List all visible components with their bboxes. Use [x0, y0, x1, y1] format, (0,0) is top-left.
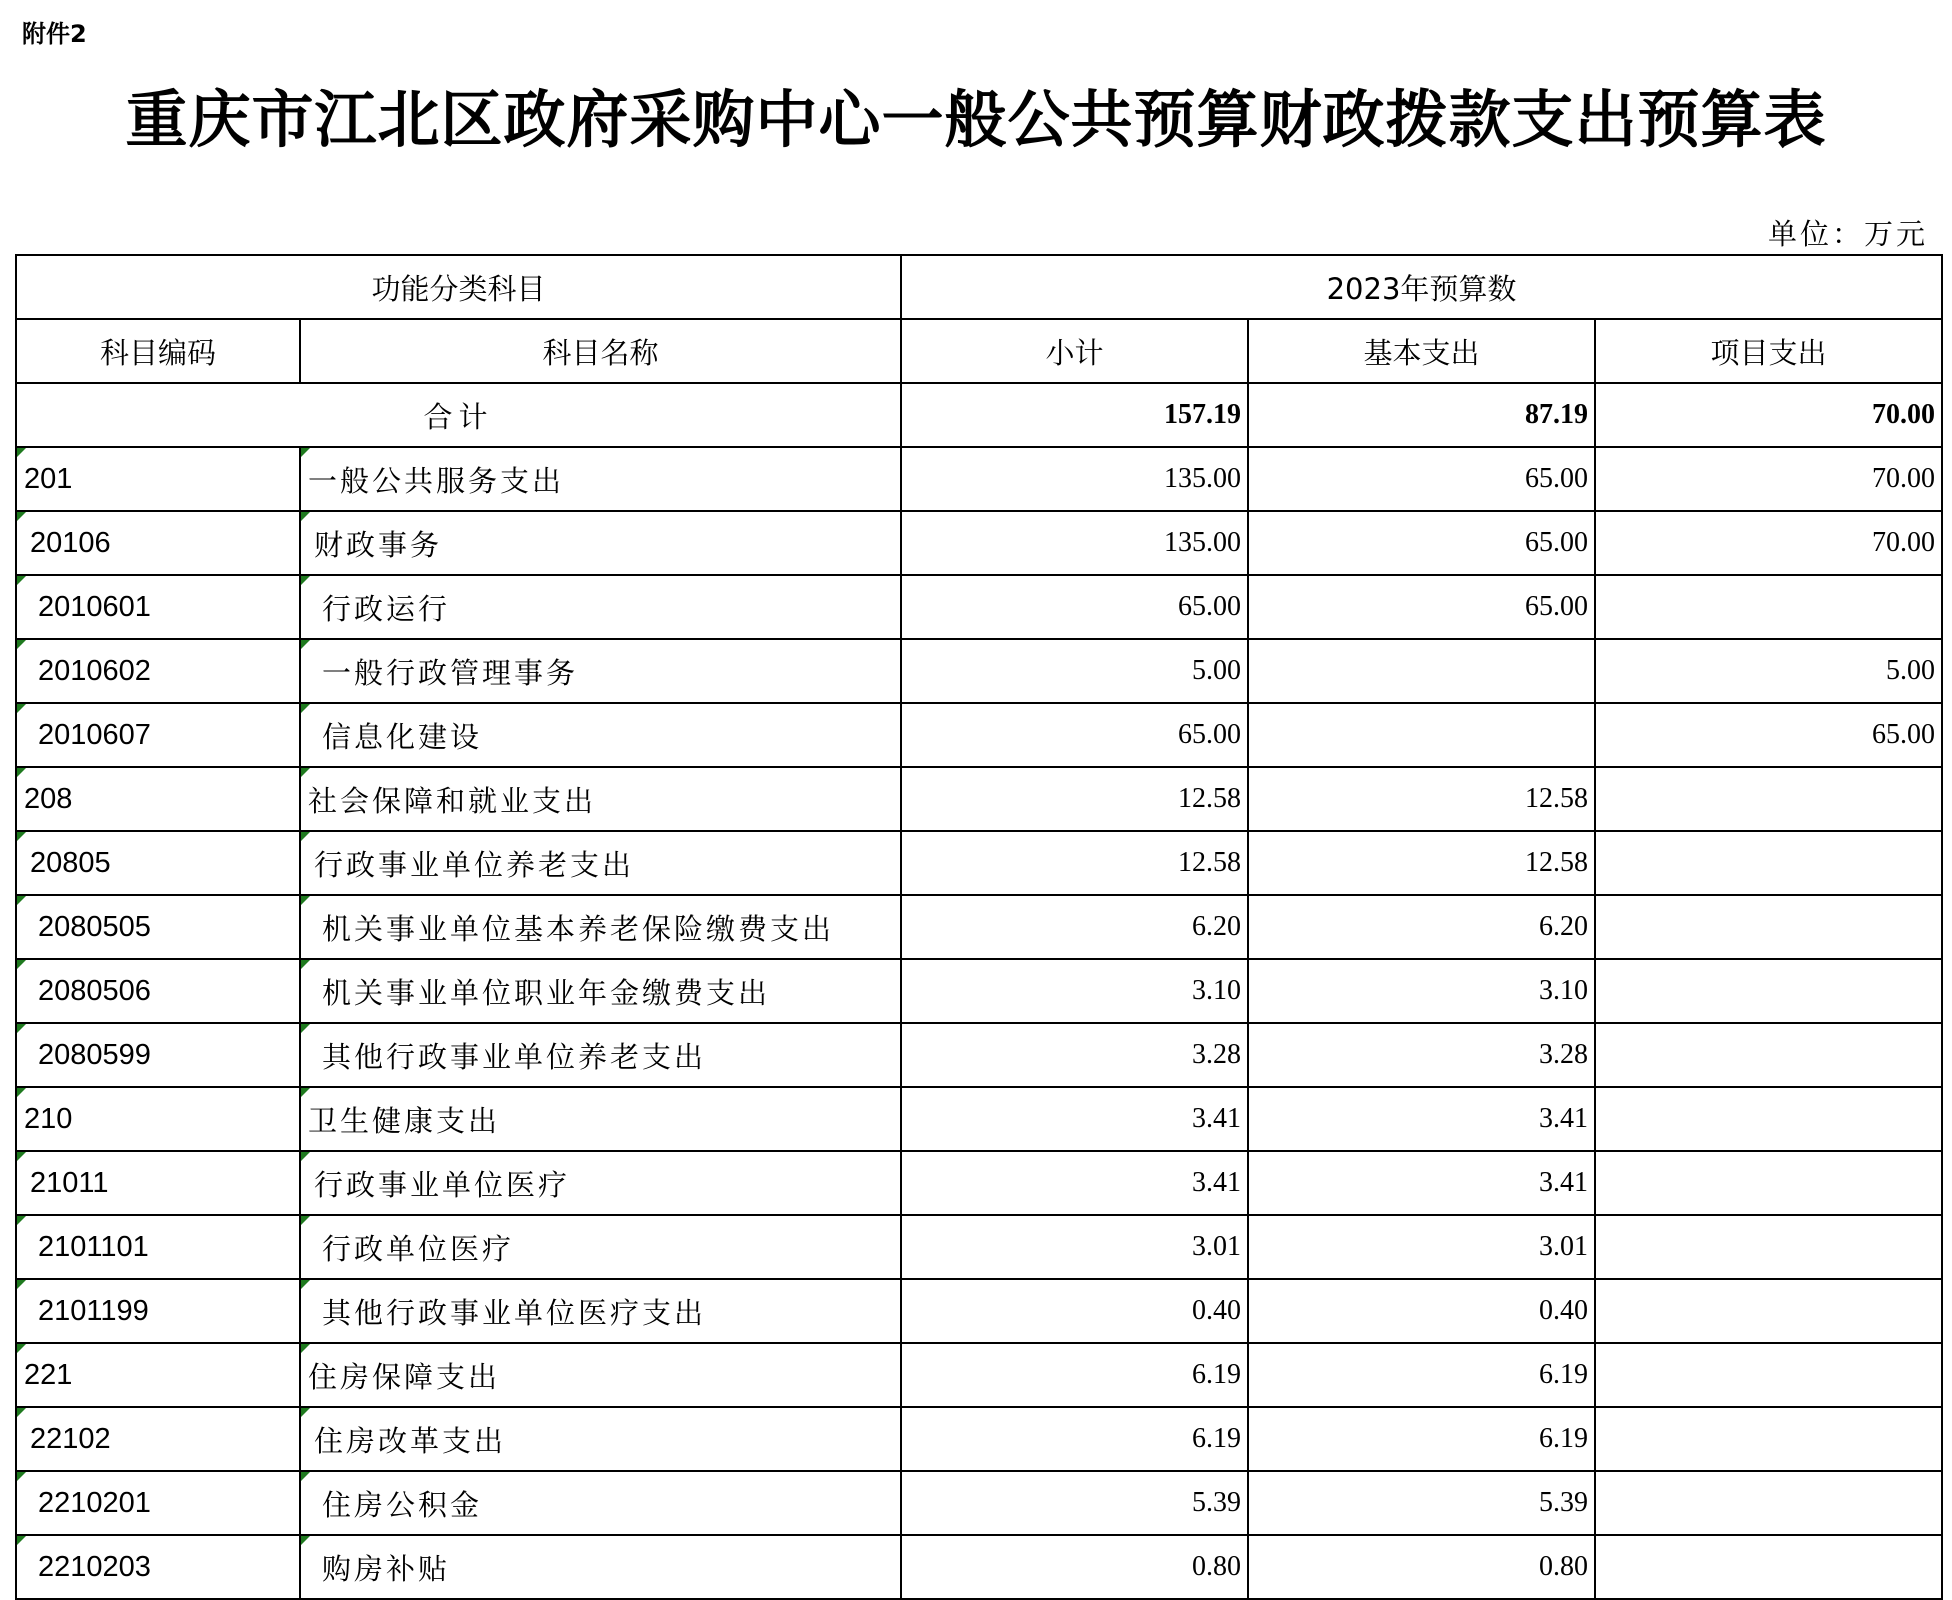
row-basic: 6.20	[1248, 895, 1595, 959]
row-subtotal: 12.58	[901, 831, 1248, 895]
row-subtotal: 3.01	[901, 1215, 1248, 1279]
row-code: 2101199	[16, 1279, 300, 1343]
table-row	[16, 1215, 1942, 1279]
row-subtotal: 135.00	[901, 447, 1248, 511]
row-name: 行政单位医疗	[300, 1215, 901, 1279]
row-code: 20106	[16, 511, 300, 575]
row-subtotal: 65.00	[901, 575, 1248, 639]
row-project: 70.00	[1595, 511, 1942, 575]
row-project: 5.00	[1595, 639, 1942, 703]
total-basic: 87.19	[1248, 383, 1595, 447]
row-project	[1595, 1407, 1942, 1471]
row-basic: 3.28	[1248, 1023, 1595, 1087]
total-label: 合计	[16, 383, 901, 447]
row-code: 21011	[16, 1151, 300, 1215]
table-row	[16, 575, 1942, 639]
row-basic: 6.19	[1248, 1343, 1595, 1407]
row-code: 208	[16, 767, 300, 831]
row-project	[1595, 767, 1942, 831]
row-project	[1595, 831, 1942, 895]
row-code: 2080506	[16, 959, 300, 1023]
header-row-group	[16, 255, 1942, 319]
row-basic	[1248, 639, 1595, 703]
row-subtotal: 12.58	[901, 767, 1248, 831]
row-subtotal: 135.00	[901, 511, 1248, 575]
row-code: 2010602	[16, 639, 300, 703]
row-subtotal: 0.80	[901, 1535, 1248, 1599]
table-row	[16, 1023, 1942, 1087]
row-subtotal: 6.20	[901, 895, 1248, 959]
row-code: 2080505	[16, 895, 300, 959]
row-subtotal: 3.41	[901, 1087, 1248, 1151]
row-code: 201	[16, 447, 300, 511]
total-subtotal: 157.19	[901, 383, 1248, 447]
row-basic: 3.41	[1248, 1087, 1595, 1151]
budget-table-body	[16, 255, 1942, 1599]
header-row-columns	[16, 319, 1942, 383]
header-budget-year: 2023年预算数	[901, 255, 1942, 319]
table-row	[16, 959, 1942, 1023]
row-project	[1595, 1535, 1942, 1599]
budget-table	[15, 254, 1943, 1600]
row-project	[1595, 959, 1942, 1023]
row-project	[1595, 1215, 1942, 1279]
table-row	[16, 447, 1942, 511]
row-name: 其他行政事业单位养老支出	[300, 1023, 901, 1087]
row-subtotal: 3.28	[901, 1023, 1248, 1087]
row-basic	[1248, 703, 1595, 767]
row-name: 住房公积金	[300, 1471, 901, 1535]
row-basic: 3.41	[1248, 1151, 1595, 1215]
total-project: 70.00	[1595, 383, 1942, 447]
table-row	[16, 895, 1942, 959]
row-project	[1595, 1471, 1942, 1535]
row-project	[1595, 1279, 1942, 1343]
row-name: 行政事业单位医疗	[300, 1151, 901, 1215]
row-code: 2080599	[16, 1023, 300, 1087]
row-code: 2010601	[16, 575, 300, 639]
unit-label: 单位：万元	[1767, 217, 1928, 251]
row-code: 2210201	[16, 1471, 300, 1535]
row-code: 20805	[16, 831, 300, 895]
header-function-classification: 功能分类科目	[16, 255, 901, 319]
row-project	[1595, 1151, 1942, 1215]
row-name: 购房补贴	[300, 1535, 901, 1599]
table-row	[16, 639, 1942, 703]
row-project: 65.00	[1595, 703, 1942, 767]
row-name: 机关事业单位职业年金缴费支出	[300, 959, 901, 1023]
header-project: 项目支出	[1595, 319, 1942, 383]
total-row	[16, 383, 1942, 447]
row-basic: 65.00	[1248, 575, 1595, 639]
row-code: 221	[16, 1343, 300, 1407]
table-row	[16, 1151, 1942, 1215]
row-name: 住房改革支出	[300, 1407, 901, 1471]
header-name: 科目名称	[300, 319, 901, 383]
table-row	[16, 1343, 1942, 1407]
row-subtotal: 3.41	[901, 1151, 1248, 1215]
row-project	[1595, 575, 1942, 639]
page-title: 重庆市江北区政府采购中心一般公共预算财政拨款支出预算表	[125, 83, 1827, 156]
row-name: 一般公共服务支出	[300, 447, 901, 511]
row-basic: 5.39	[1248, 1471, 1595, 1535]
row-basic: 3.01	[1248, 1215, 1595, 1279]
row-subtotal: 6.19	[901, 1343, 1248, 1407]
row-code: 2210203	[16, 1535, 300, 1599]
row-basic: 3.10	[1248, 959, 1595, 1023]
row-basic: 0.40	[1248, 1279, 1595, 1343]
row-subtotal: 5.39	[901, 1471, 1248, 1535]
row-name: 行政事业单位养老支出	[300, 831, 901, 895]
row-subtotal: 65.00	[901, 703, 1248, 767]
table-row	[16, 511, 1942, 575]
row-basic: 6.19	[1248, 1407, 1595, 1471]
row-name: 行政运行	[300, 575, 901, 639]
row-basic: 12.58	[1248, 831, 1595, 895]
row-name: 卫生健康支出	[300, 1087, 901, 1151]
table-row	[16, 1407, 1942, 1471]
row-code: 22102	[16, 1407, 300, 1471]
row-code: 2101101	[16, 1215, 300, 1279]
row-name: 一般行政管理事务	[300, 639, 901, 703]
table-row	[16, 1535, 1942, 1599]
row-name: 其他行政事业单位医疗支出	[300, 1279, 901, 1343]
row-subtotal: 5.00	[901, 639, 1248, 703]
header-subtotal: 小计	[901, 319, 1248, 383]
row-project	[1595, 1087, 1942, 1151]
table-row	[16, 767, 1942, 831]
row-name: 住房保障支出	[300, 1343, 901, 1407]
table-row	[16, 1471, 1942, 1535]
table-row	[16, 1279, 1942, 1343]
header-basic: 基本支出	[1248, 319, 1595, 383]
table-row	[16, 703, 1942, 767]
row-project	[1595, 1343, 1942, 1407]
attachment-label: 附件2	[22, 20, 87, 48]
row-basic: 0.80	[1248, 1535, 1595, 1599]
row-basic: 65.00	[1248, 511, 1595, 575]
row-name: 社会保障和就业支出	[300, 767, 901, 831]
row-subtotal: 3.10	[901, 959, 1248, 1023]
row-subtotal: 0.40	[901, 1279, 1248, 1343]
row-code: 210	[16, 1087, 300, 1151]
table-row	[16, 1087, 1942, 1151]
row-subtotal: 6.19	[901, 1407, 1248, 1471]
row-basic: 65.00	[1248, 447, 1595, 511]
row-project	[1595, 895, 1942, 959]
row-project: 70.00	[1595, 447, 1942, 511]
row-project	[1595, 1023, 1942, 1087]
table-row	[16, 831, 1942, 895]
row-name: 机关事业单位基本养老保险缴费支出	[300, 895, 901, 959]
row-code: 2010607	[16, 703, 300, 767]
row-basic: 12.58	[1248, 767, 1595, 831]
row-name: 财政事务	[300, 511, 901, 575]
header-code: 科目编码	[16, 319, 300, 383]
row-name: 信息化建设	[300, 703, 901, 767]
